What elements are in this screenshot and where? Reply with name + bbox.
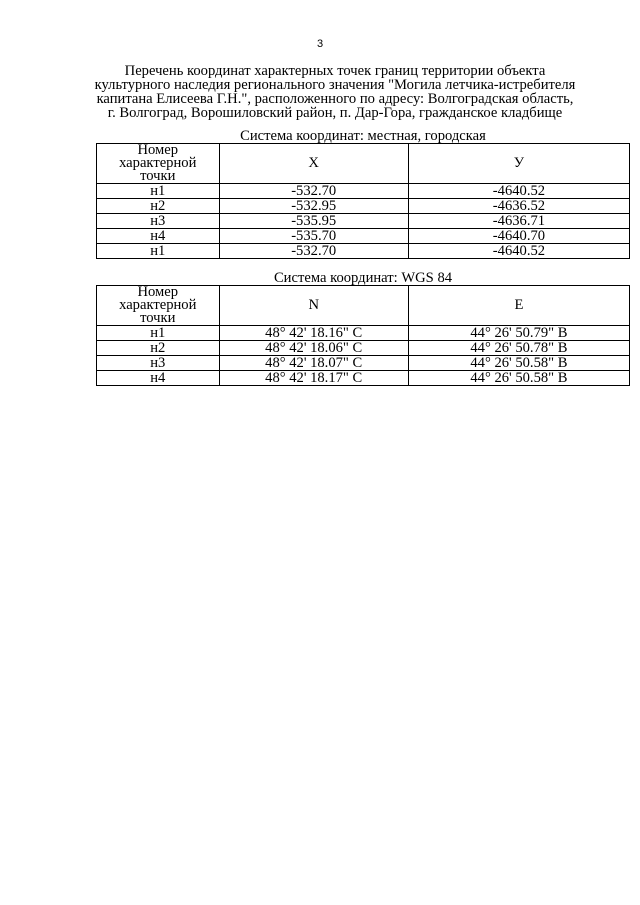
point-cell: н4 <box>97 229 220 244</box>
title-line: Перечень координат характерных точек границ территории объекта <box>124 63 546 79</box>
y-cell: -4636.52 <box>408 199 629 214</box>
point-cell: н1 <box>97 184 220 199</box>
x-header: X <box>219 144 408 184</box>
header-line: Номер <box>137 284 179 300</box>
y-cell: -4640.70 <box>408 229 629 244</box>
header-line: характерной <box>119 155 197 171</box>
point-cell: н2 <box>97 199 220 214</box>
x-cell: -535.95 <box>219 214 408 229</box>
point-cell: н1 <box>97 326 220 341</box>
x-cell: -532.95 <box>219 199 408 214</box>
y-cell: -4640.52 <box>408 244 629 259</box>
x-cell: -532.70 <box>219 184 408 199</box>
table-row <box>97 244 630 259</box>
point-cell: н4 <box>97 371 220 386</box>
point-cell: н2 <box>97 341 220 356</box>
y-cell: -4640.52 <box>408 184 629 199</box>
longitude-cell: 44° 26' 50.78" В <box>408 341 629 356</box>
table-row <box>97 326 630 341</box>
table-row <box>97 229 630 244</box>
table-row <box>97 371 630 386</box>
table-row <box>97 214 630 229</box>
latitude-cell: 48° 42' 18.07" С <box>219 356 408 371</box>
header-line: характерной <box>119 297 197 313</box>
table-row <box>97 356 630 371</box>
header-line: точки <box>140 168 176 184</box>
table-header-row <box>97 144 630 184</box>
point-cell: н3 <box>97 214 220 229</box>
local-coordinates-table <box>96 143 630 259</box>
latitude-cell: 48° 42' 18.17" С <box>219 371 408 386</box>
longitude-header: E <box>408 286 629 326</box>
local-system-caption: Система координат: местная, городская <box>240 128 486 144</box>
table-header-row <box>97 286 630 326</box>
page-number: 3 <box>316 38 324 50</box>
wgs84-coordinates-table <box>96 285 630 386</box>
title-line: г. Волгоград, Ворошиловский район, п. Дар-Гора, гражданское кладбище <box>107 105 563 121</box>
document-title <box>70 64 600 120</box>
longitude-cell: 44° 26' 50.79" В <box>408 326 629 341</box>
header-line: точки <box>140 310 176 326</box>
longitude-cell: 44° 26' 50.58" В <box>408 371 629 386</box>
latitude-cell: 48° 42' 18.16" С <box>219 326 408 341</box>
y-header: У <box>408 144 629 184</box>
wgs84-system-caption: Система координат: WGS 84 <box>273 270 453 286</box>
x-cell: -535.70 <box>219 229 408 244</box>
y-cell: -4636.71 <box>408 214 629 229</box>
title-line: культурного наследия регионального значения "Могила летчика-истребителя <box>94 77 576 93</box>
table-row <box>97 199 630 214</box>
title-line: капитана Елисеева Г.Н.", расположенного по адресу: Волгоградская область, <box>96 91 574 107</box>
longitude-cell: 44° 26' 50.58" В <box>408 356 629 371</box>
point-number-header <box>97 144 220 184</box>
point-number-header <box>97 286 220 326</box>
latitude-cell: 48° 42' 18.06" С <box>219 341 408 356</box>
point-cell: н3 <box>97 356 220 371</box>
header-line: Номер <box>137 142 179 158</box>
latitude-header: N <box>219 286 408 326</box>
table-row <box>97 341 630 356</box>
point-cell: н1 <box>97 244 220 259</box>
x-cell: -532.70 <box>219 244 408 259</box>
table-row <box>97 184 630 199</box>
